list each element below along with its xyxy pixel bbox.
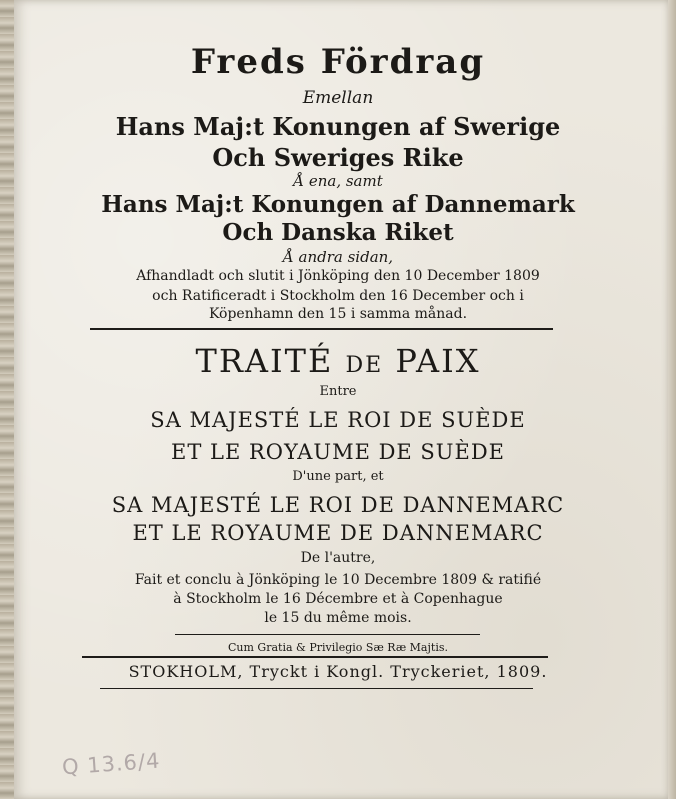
imprint-rule-top	[82, 656, 548, 658]
swedish-realm-sweden: Och Sweriges Rike	[212, 143, 464, 172]
french-concluded-line-1: Fait et conclu à Jönköping le 10 Decembre 1809 & ratifié	[134, 572, 542, 588]
swedish-realm-denmark: Och Danska Riket	[222, 219, 454, 246]
french-realm-denmark: ET LE ROYAUME DE DANNEMARC	[132, 521, 544, 545]
french-title-paix: PAIX	[395, 342, 481, 380]
privilege-rule-top	[175, 634, 480, 635]
swedish-one-side: Å ena, samt	[293, 172, 383, 190]
swedish-concluded-line-3: Köpenhamn den 15 i samma månad.	[208, 306, 468, 322]
swedish-other-side: Å andra sidan,	[282, 248, 394, 266]
french-other: De l'autre,	[300, 550, 376, 566]
imprint-rule-bottom	[100, 688, 533, 689]
french-one-part: D'une part, et	[292, 469, 384, 484]
section-divider-rule	[90, 328, 553, 330]
swedish-title: Freds Fördrag	[190, 42, 486, 82]
swedish-between: Emellan	[302, 88, 374, 108]
french-between: Entre	[319, 384, 357, 399]
swedish-king-sweden: Hans Maj:t Konungen af Swerige	[115, 112, 561, 141]
french-title-traite: TRAITÉ	[195, 342, 334, 380]
french-king-denmark: SA MAJESTÉ LE ROI DE DANNEMARC	[111, 493, 565, 517]
swedish-concluded-line-1: Afhandladt och slutit i Jönköping den 10 December 1809	[136, 268, 540, 284]
french-realm-sweden: ET LE ROYAUME DE SUÈDE	[170, 440, 506, 464]
french-concluded-line-3: le 15 du même mois.	[264, 610, 412, 626]
french-concluded-line-2: à Stockholm le 16 Décembre et à Copenhague	[173, 591, 503, 607]
swedish-concluded-line-2: och Ratificeradt i Stockholm den 16 December och i	[152, 288, 524, 304]
privilege-text: Cum Gratia & Privilegio Sæ Ræ Majtis.	[228, 641, 448, 654]
french-title	[0, 342, 676, 380]
imprint-text: STOKHOLM, Tryckt i Kongl. Tryckeriet, 1809.	[128, 662, 548, 681]
catalog-shelfmark: Q 13.6/4	[61, 748, 162, 780]
french-title-de: DE	[345, 353, 384, 378]
french-king-sweden: SA MAJESTÉ LE ROI DE SUÈDE	[150, 408, 526, 432]
swedish-king-denmark: Hans Maj:t Konungen af Dannemark	[101, 191, 575, 218]
